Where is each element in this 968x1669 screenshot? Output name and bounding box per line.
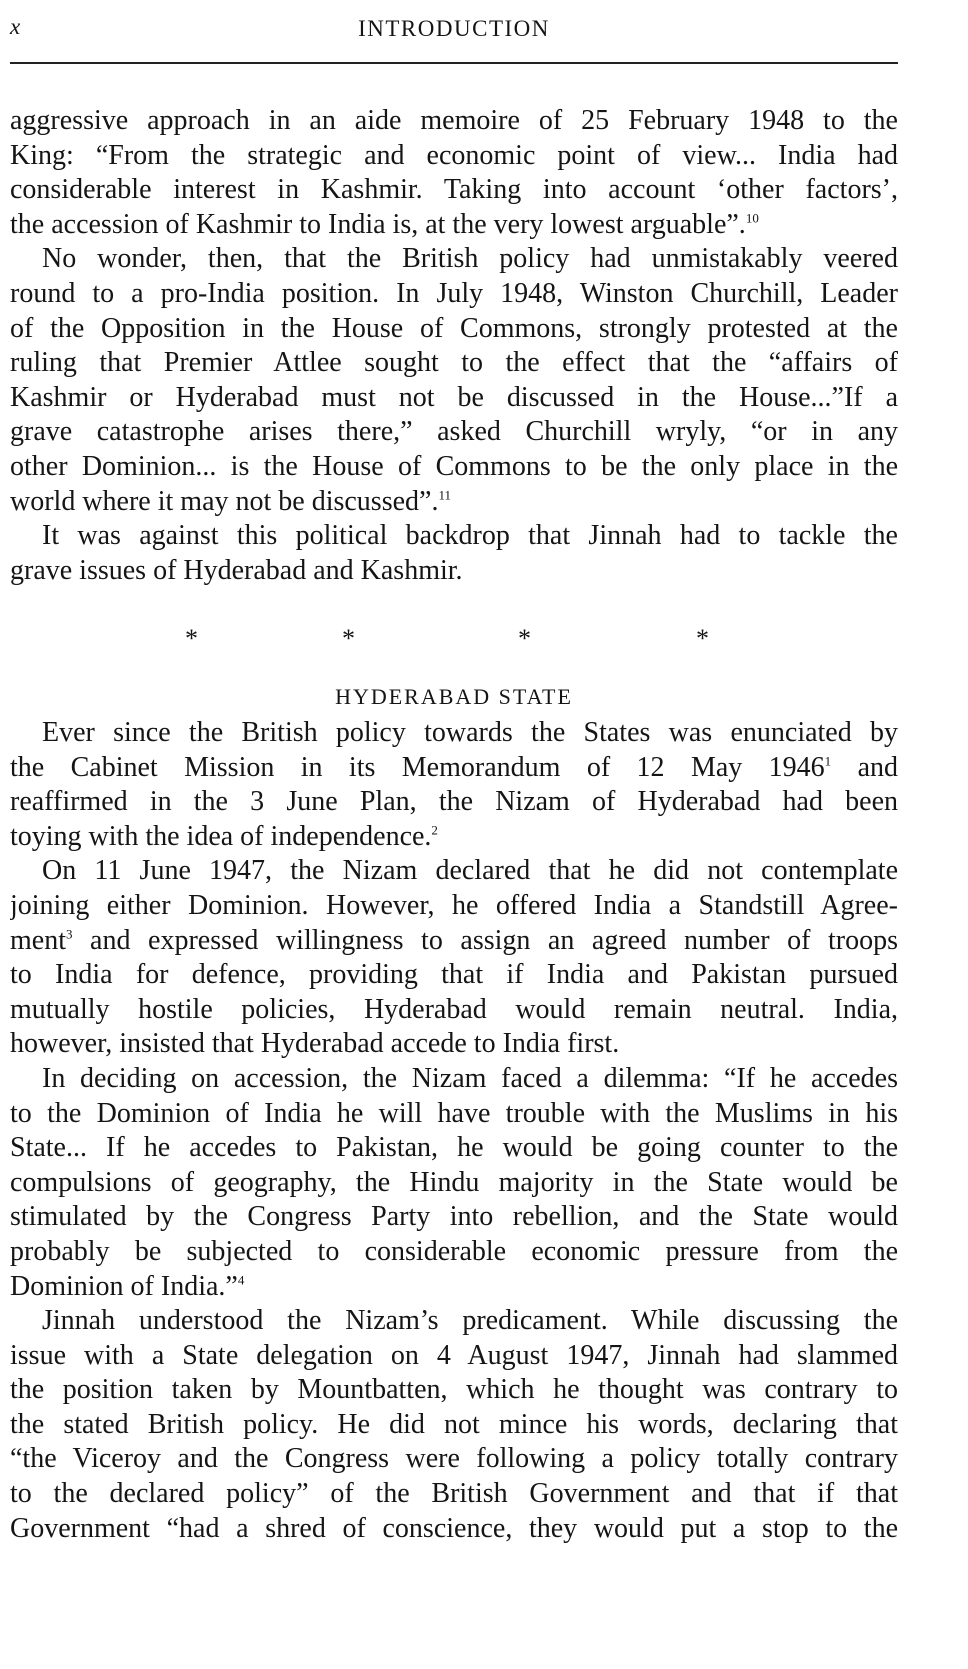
page-header — [10, 10, 898, 72]
line-text: State... If he accedes to Pakistan, he would be going counter to the — [10, 1132, 898, 1164]
footnote-marker: 2 — [431, 822, 438, 838]
separator-asterisk: * — [696, 624, 709, 653]
footnote-marker: 3 — [66, 926, 73, 942]
footnote-marker: 10 — [745, 210, 759, 226]
line-text: toying with the idea of independence. — [10, 820, 432, 852]
line-text: other Dominion... is the House of Commons to be the only place in the — [10, 450, 898, 482]
line-text: “the Viceroy and the Congress were following a policy totally contrary — [10, 1443, 898, 1475]
line-text: considerable interest in Kashmir. Taking into account ‘other factors’, — [10, 174, 898, 206]
line-text: mutually hostile policies, Hyderabad would remain neutral. India, — [10, 993, 898, 1025]
line-text: stimulated by the Congress Party into rebellion, and the State would — [10, 1201, 898, 1233]
text-line — [10, 173, 898, 208]
text-line — [10, 958, 898, 993]
text-line — [10, 1062, 898, 1097]
line-text: reaffirmed in the 3 June Plan, the Nizam of Hyderabad had been — [10, 786, 898, 818]
line-text: the accession of Kashmir to India is, at the very lowest arguable”. — [10, 208, 746, 240]
line-text: to the declared policy” of the British Government and that if that — [10, 1478, 898, 1510]
text-line — [10, 1131, 898, 1166]
text-line — [10, 924, 898, 959]
line-text: ment — [10, 924, 66, 956]
body-text-section-1 — [10, 104, 898, 588]
text-line — [10, 346, 898, 381]
text-line — [10, 1512, 898, 1547]
line-text: In deciding on accession, the Nizam faced a dilemma: “If he accedes — [42, 1062, 898, 1094]
text-line — [10, 1200, 898, 1235]
text-line — [10, 139, 898, 174]
line-text: joining either Dominion. However, he offered India a Standstill Agree- — [10, 889, 898, 921]
text-line — [10, 242, 898, 277]
footnote-marker: 1 — [824, 753, 832, 769]
line-text: issue with a State delegation on 4 August 1947, Jinnah had slammed — [10, 1339, 898, 1371]
text-line — [10, 1166, 898, 1201]
text-line — [10, 1408, 898, 1443]
line-text: grave catastrophe arises there,” asked Churchill wryly, “or in any — [10, 416, 898, 448]
line-text: to India for defence, providing that if India and Pakistan pursued — [10, 959, 898, 991]
line-text: Jinnah understood the Nizam’s predicament. While discussing the — [42, 1305, 898, 1337]
text-line — [10, 854, 898, 889]
text-line — [10, 1235, 898, 1270]
text-line — [10, 1270, 898, 1305]
text-line — [10, 716, 898, 751]
line-text: the stated British policy. He did not mince his words, declaring that — [10, 1408, 898, 1440]
line-text: the Cabinet Mission in its Memorandum of 12 May 1946 — [10, 751, 825, 783]
body-text-section-2 — [10, 716, 898, 1546]
line-text: of the Opposition in the House of Commons, strongly protested at the — [10, 312, 898, 344]
separator-asterisk: * — [342, 624, 355, 653]
text-line — [10, 1027, 898, 1062]
header-rule — [10, 62, 898, 64]
footnote-marker: 11 — [438, 487, 451, 503]
text-line — [10, 889, 898, 924]
line-text: world where it may not be discussed”. — [10, 485, 439, 517]
line-text: Government “had a shred of conscience, they would put a stop to the — [10, 1512, 898, 1544]
line-text: compulsions of geography, the Hindu majority in the State would be — [10, 1166, 898, 1198]
page-number: x — [10, 14, 21, 39]
section-heading: HYDERABAD STATE — [335, 684, 573, 709]
line-text: aggressive approach in an aide memoire of 25 February 1948 to the — [10, 105, 898, 136]
separator-asterisk: * — [518, 624, 531, 653]
line-text: On 11 June 1947, the Nizam declared that he did not contemplate — [42, 855, 898, 887]
line-text: No wonder, then, that the British policy had unmistakably veered — [42, 243, 898, 275]
line-text: however, insisted that Hyderabad accede to India first. — [10, 1028, 620, 1060]
text-line — [10, 104, 898, 139]
line-text: Kashmir or Hyderabad must not be discussed in the House...”If a — [10, 381, 898, 413]
line-text: ruling that Premier Attlee sought to the effect that the “affairs of — [10, 347, 898, 379]
text-line — [10, 208, 898, 243]
text-line — [10, 485, 898, 520]
line-text: the position taken by Mountbatten, which he thought was contrary to — [10, 1374, 898, 1406]
line-text: probably be subjected to considerable economic pressure from the — [10, 1235, 898, 1267]
text-line — [10, 1477, 898, 1512]
line-text: Ever since the British policy towards the States was enunciated by — [42, 717, 898, 748]
section-separator — [10, 620, 898, 660]
text-line — [10, 751, 898, 786]
line-text-continued: and — [831, 751, 898, 783]
line-text: round to a pro-India position. In July 1948, Winston Churchill, Leader — [10, 277, 898, 309]
line-text: King: “From the strategic and economic point of view... India had — [10, 139, 898, 171]
running-title: INTRODUCTION — [358, 16, 550, 41]
footnote-marker: 4 — [237, 1272, 245, 1288]
text-line — [10, 1097, 898, 1132]
text-line — [10, 415, 898, 450]
text-line — [10, 820, 898, 855]
line-text-continued: and expressed willingness to assign an agreed number of troops — [72, 924, 898, 956]
text-line — [10, 993, 898, 1028]
line-text: It was against this political backdrop that Jinnah had to tackle the — [42, 520, 898, 552]
text-line — [10, 312, 898, 347]
text-line — [10, 1373, 898, 1408]
text-line — [10, 277, 898, 312]
text-line — [10, 381, 898, 416]
text-line — [10, 554, 898, 589]
text-line — [10, 519, 898, 554]
line-text: grave issues of Hyderabad and Kashmir. — [10, 554, 463, 586]
text-line — [10, 1304, 898, 1339]
separator-asterisk: * — [185, 624, 198, 653]
text-line — [10, 1339, 898, 1374]
text-line — [10, 450, 898, 485]
text-line — [10, 785, 898, 820]
line-text: to the Dominion of India he will have trouble with the Muslims in his — [10, 1097, 898, 1129]
text-line — [10, 1442, 898, 1477]
line-text: Dominion of India.” — [10, 1270, 238, 1302]
